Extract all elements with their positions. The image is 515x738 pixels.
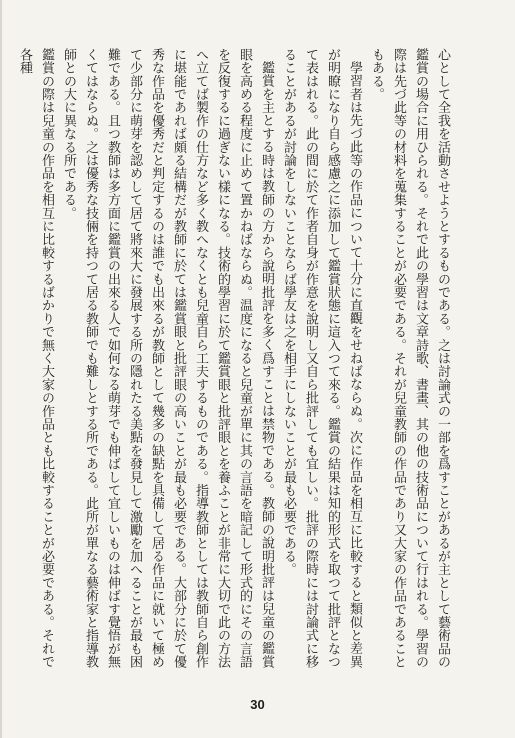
page-edge-shadow <box>0 0 2 738</box>
vertical-text-block <box>13 48 453 670</box>
paragraph-2: 學習者は先づ此等の作品について十分に直觀をせねばならぬ。次に作品を相互に比較すると類似と差異が明瞭になり自ら感慮之に添加して鑑賞狀態に這入つて來る。鑑賞の結果は知的形式を取つて批評となつて表はれる。此の間に於て作者自身が作意を說明し又自ら批評しても宜しい。批評の際時には討論式に移ることがあるが討論をしないことならば學友は之を相手にしないことが最も必要である。 <box>281 48 362 669</box>
paragraph-1: 心として全我を活動させようとするものである。之は討論式の一部を爲すことがあるが主として藝術品の鑑賞の場合に用ひられる。それで此の學習は文章詩歌、書畫、其の他の技術品について行はれる。學習の際は先づ此等の材料を蒐集することが必要である。それが兒童教師の作品であり又大家の作品であることもある。 <box>369 48 450 669</box>
page-number: 30 <box>250 697 265 712</box>
paragraph-4: 鑑賞の際は兒童の作品を相互に比較するばかりで無く大家の作品とも比較することが必要である。それで各種 <box>17 48 54 669</box>
paragraph-3: 鑑賞を主とする時は教師の方から說明批評を多く爲すことは禁物である。教師の說明批評は兒童の鑑賞眼を高める程度に止めて置かねばならぬ。温度になると兒童が單に其の言語を暗記して形式的にその言語を反復するに過ぎない樣になる。技術的學習に於て鑑賞眼と批評眼とを養ふことが非常に大切で此の方法へ立てば製作の仕方など多く教へなくとも兒童自ら工夫するものである。指導教師としては教師自ら創作に堪能であれば頗る結構だが教師に於ては鑑賞眼と批評眼の高いことが最も必要である。大部分に於て優秀な作品を優秀だと判定するのは誰でも出來るが教師として幾多の缺點を具備して居る作品に就いて極めて少部分に萌芽を認めして居て將來大に發展する所の隱れたる美點を發見して激勵を加へることが最も困難である。且つ教師は多方面に鑑賞の出來る人で如何なる萌芽でも伸ばして宜しいものは伸ばす覺悟が無くてはならぬ。之は優秀な技倆を持つて居る教師でも難しとする所である。此所が單なる藝術家と指導教師との大に異なる所である。 <box>61 48 274 669</box>
